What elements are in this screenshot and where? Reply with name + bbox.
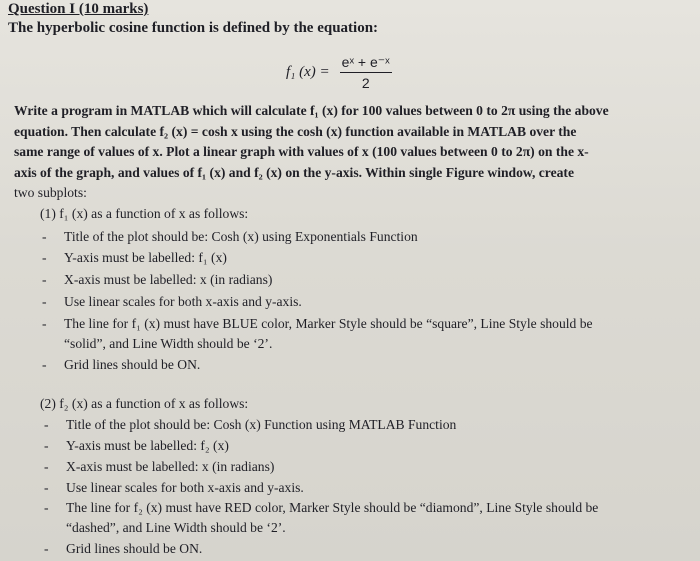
- subplot2-bullet-ylabel: Y-axis must be labelled: f₂ (x): [66, 438, 229, 453]
- subplot2-bullet-xlabel: X-axis must be labelled: x (in radians): [66, 459, 275, 474]
- subplot1-bullet-scales: Use linear scales for both x-axis and y-axis.: [64, 294, 302, 309]
- equation: [286, 52, 392, 92]
- subplot2-bullet-title: Title of the plot should be: Cosh (x) Function using MATLAB Function: [66, 417, 457, 432]
- paragraph-line: equation. Then calculate f₂ (x) = cosh x using the cosh (x) function available in MATLAB over the: [14, 123, 577, 139]
- bullet-dash: -: [42, 229, 47, 244]
- intro-text: The hyperbolic cosine function is defined by the equation:: [8, 20, 379, 36]
- paragraph-line: Write a program in MATLAB which will calculate f₁ (x) for 100 values between 0 to 2π using the above: [14, 103, 609, 118]
- subplot2-bullet-scales: Use linear scales for both x-axis and y-axis.: [66, 480, 304, 495]
- subplot2-bullet-line: The line for f₂ (x) must have RED color, Marker Style should be “diamond”, Line Style should be: [66, 500, 599, 515]
- bullet-dash: -: [44, 459, 49, 474]
- subplot2-heading: (2) f₂ (x) as a function of x as follows:: [40, 396, 249, 411]
- subplot1-bullet-grid: Grid lines should be ON.: [64, 357, 201, 372]
- subplot1-bullet-line: The line for f₁ (x) must have BLUE color, Marker Style should be “square”, Line Style should be: [64, 316, 593, 331]
- equation-denominator: 2: [361, 74, 370, 91]
- subplot1-bullet-line-cont: “solid”, and Line Width should be ‘2’.: [64, 336, 273, 351]
- problem-paragraph: [14, 101, 686, 204]
- equation-numerator: eˣ + e⁻ˣ: [340, 54, 392, 73]
- bullet-dash: -: [44, 480, 49, 495]
- paragraph-line: axis of the graph, and values of f₁ (x) and f₂ (x) on the y-axis. Within single Figure window, create: [14, 164, 574, 180]
- subplot2-bullet-line-cont: “dashed”, and Line Width should be ‘2’.: [66, 520, 286, 535]
- bullet-dash: -: [42, 357, 47, 372]
- paragraph-line: same range of values of x. Plot a linear graph with values of x (100 values between 0 to 2π) on the x-: [14, 144, 589, 159]
- question-title: Question I (10 marks): [8, 1, 149, 17]
- bullet-dash: -: [42, 316, 47, 331]
- subplot1-bullet-ylabel: Y-axis must be labelled: f₁ (x): [64, 250, 227, 265]
- equation-lhs: f₁ (x) =: [286, 63, 330, 80]
- subplot1-heading: (1) f₁ (x) as a function of x as follows:: [40, 206, 249, 221]
- bullet-dash: -: [44, 541, 49, 556]
- subplot1-bullet-title: Title of the plot should be: Cosh (x) using Exponentials Function: [64, 229, 418, 244]
- bullet-dash: -: [44, 417, 49, 432]
- subplot2-bullet-grid: Grid lines should be ON.: [66, 541, 203, 556]
- equation-fraction: [340, 54, 392, 91]
- subplot1-bullet-xlabel: X-axis must be labelled: x (in radians): [64, 272, 273, 287]
- bullet-dash: -: [44, 438, 49, 453]
- bullet-dash: -: [42, 272, 47, 287]
- bullet-dash: -: [42, 250, 47, 265]
- bullet-dash: -: [44, 500, 49, 515]
- bullet-dash: -: [42, 294, 47, 309]
- paragraph-line: two subplots:: [14, 185, 87, 200]
